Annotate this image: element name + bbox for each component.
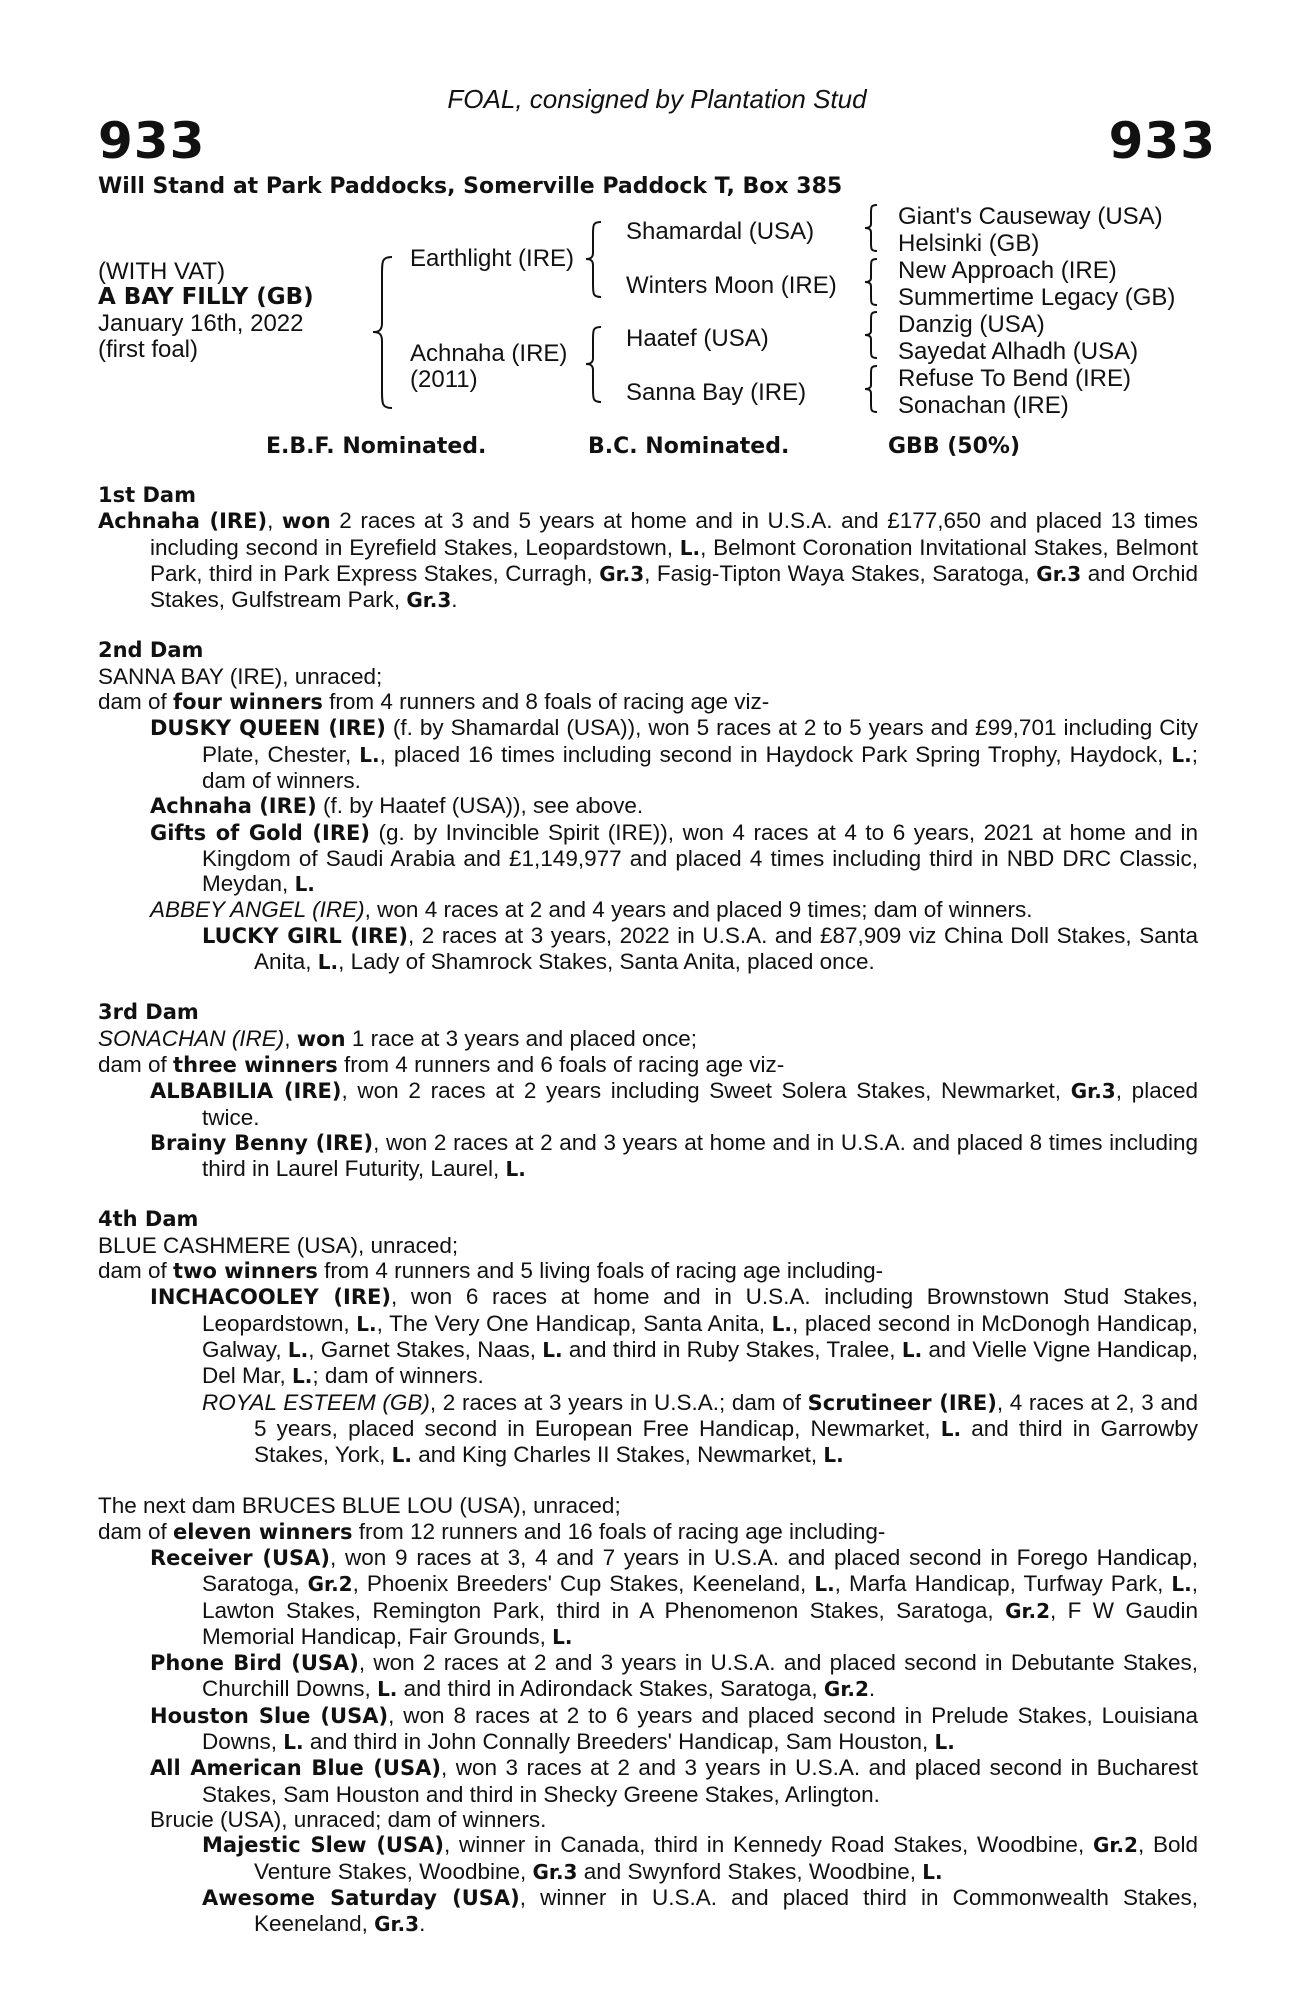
dam-sire: Haatef (USA): [626, 325, 769, 352]
produce-entry: LUCKY GIRL (IRE), 2 races at 3 years, 2022 in U.S.A. and £87,909 viz China Doll Stakes, Santa Anita, L., Lady of Shamrock Stakes, Santa Anita, placed once.: [202, 922, 1198, 975]
consignor-line: FOAL, consigned by Plantation Stud: [447, 84, 867, 114]
pedigree-bracket-dam: [583, 325, 609, 405]
produce-entry: Receiver (USA), won 9 races at 3, 4 and 7 years in U.S.A. and placed second in Forego Handicap, Saratoga, Gr.2, Phoenix Breeders' Cup Stakes, Keeneland, L., Marfa Handicap, Turfway Park, L., Lawton Stakes, Remington Park, third in A Phenomenon Stakes, Saratoga, Gr.2, F W Gaudin Memorial Handicap, Fair Grounds, L.: [150, 1544, 1198, 1649]
foaling-date: January 16th, 2022: [98, 310, 304, 337]
gg-6: Sayedat Alhadh (USA): [898, 338, 1139, 365]
pedigree-bracket-ss: [862, 203, 884, 253]
gg-4: Summertime Legacy (GB): [898, 284, 1176, 311]
ebf-nomination: E.B.F. Nominated.: [266, 434, 487, 459]
section-heading: 1st Dam: [98, 483, 196, 507]
gg-3: New Approach (IRE): [898, 257, 1117, 284]
produce-entry: ALBABILIA (IRE), won 2 races at 2 years including Sweet Solera Stakes, Newmarket, Gr.3, placed twice.: [150, 1078, 1198, 1130]
catalogue-text: [98, 483, 1198, 1937]
section-heading: 3rd Dam: [98, 1000, 199, 1025]
produce-entry: Brainy Benny (IRE), won 2 races at 2 and 3 years at home and in U.S.A. and placed 8 times including third in Laurel Futurity, Laurel, L.: [150, 1129, 1198, 1182]
sire: Earthlight (IRE): [410, 245, 575, 272]
vat-note: (WITH VAT): [98, 258, 226, 285]
gbb-note: GBB (50%): [888, 434, 1021, 459]
second-dam-produce: dam of four winners from 4 runners and 8 foals of racing age viz-: [98, 689, 770, 715]
gg-7: Refuse To Bend (IRE): [898, 365, 1132, 392]
produce-entry: Awesome Saturday (USA), winner in U.S.A. and placed third in Commonwealth Stakes, Keeneland, Gr.3.: [202, 1884, 1198, 1937]
pedigree-bracket-main: [370, 255, 400, 410]
pedigree-bracket-ds: [862, 310, 884, 360]
first-dam-entry: Achnaha (IRE), won 2 races at 3 and 5 years at home and in U.S.A. and £177,650 and placed 13 times including second in Eyrefield Stakes, Leopardstown, L., Belmont Coronation Invitational Stakes, Belmont Park, third in Park Express Stakes, Curragh, Gr.3, Fasig-Tipton Waya Stakes, Saratoga, Gr.3 and Orchid Stakes, Gulfstream Park, Gr.3.: [98, 508, 1198, 613]
dam: Achnaha (IRE): [410, 340, 568, 367]
sire-dam: Winters Moon (IRE): [626, 272, 837, 299]
fourth-dam-produce: dam of two winners from 4 runners and 5 living foals of racing age including-: [98, 1258, 884, 1284]
gg-2: Helsinki (GB): [898, 230, 1040, 257]
second-dam-line: SANNA BAY (IRE), unraced;: [98, 663, 383, 689]
horse-name: A BAY FILLY (GB): [98, 284, 314, 310]
third-dam-produce: dam of three winners from 4 runners and 6 foals of racing age viz-: [98, 1051, 785, 1077]
stabling-location: Will Stand at Park Paddocks, Somerville Paddock T, Box 385: [98, 174, 843, 199]
produce-entry: Brucie (USA), unraced; dam of winners.: [150, 1806, 547, 1832]
produce-entry: Houston Slue (USA), won 8 races at 2 to 6 years and placed second in Prelude Stakes, Louisiana Downs, L. and third in John Connally Breeders' Handicap, Sam Houston, L.: [150, 1702, 1198, 1755]
section-heading: 4th Dam: [98, 1207, 199, 1232]
pedigree-bracket-sire: [583, 220, 609, 300]
gg-5: Danzig (USA): [898, 311, 1045, 338]
gg-1: Giant's Causeway (USA): [898, 203, 1163, 230]
third-dam-line: SONACHAN (IRE), won 1 race at 3 years and placed once;: [98, 1025, 698, 1051]
bc-nomination: B.C. Nominated.: [588, 434, 790, 459]
produce-entry: Phone Bird (USA), won 2 races at 2 and 3 years in U.S.A. and placed second in Debutante Stakes, Churchill Downs, L. and third in Adirondack Stakes, Saratoga, Gr.2.: [150, 1650, 1198, 1702]
produce-entry: ROYAL ESTEEM (GB), 2 races at 3 years in U.S.A.; dam of Scrutineer (IRE), 4 races at 2, 3 and 5 years, placed second in European Free Handicap, Newmarket, L. and third in Garrowby Stakes, York, L. and King Charles II Stakes, Newmarket, L.: [202, 1389, 1198, 1468]
produce-entry: DUSKY QUEEN (IRE) (f. by Shamardal (USA)), won 5 races at 2 to 5 years and £99,701 including City Plate, Chester, L., placed 16 times including second in Haydock Park Spring Trophy, Haydock, L.; dam of winners.: [150, 715, 1198, 793]
fourth-dam-line: BLUE CASHMERE (USA), unraced;: [98, 1232, 459, 1258]
lot-number-right: 933: [1108, 112, 1216, 170]
next-dam-line: The next dam BRUCES BLUE LOU (USA), unraced;: [98, 1493, 621, 1519]
gg-8: Sonachan (IRE): [898, 392, 1069, 419]
foal-note: (first foal): [98, 336, 199, 363]
sire-sire: Shamardal (USA): [626, 218, 815, 245]
produce-entry: Achnaha (IRE) (f. by Haatef (USA)), see above.: [150, 793, 644, 819]
produce-entry: Gifts of Gold (IRE) (g. by Invincible Spirit (IRE)), won 4 races at 4 to 6 years, 2021 at home and in Kingdom of Saudi Arabia and £1,149,977 and placed 4 times including third in NBD DRC Classic, Meydan, L.: [150, 819, 1198, 897]
dam-dam: Sanna Bay (IRE): [626, 379, 807, 406]
produce-entry: Majestic Slew (USA), winner in Canada, third in Kennedy Road Stakes, Woodbine, Gr.2, Bold Venture Stakes, Woodbine, Gr.3 and Swynford Stakes, Woodbine, L.: [202, 1832, 1199, 1884]
dam-year: (2011): [410, 366, 478, 393]
produce-entry: All American Blue (USA), won 3 races at 2 and 3 years in U.S.A. and placed second in Bucharest Stakes, Sam Houston and third in Shecky Greene Stakes, Arlington.: [150, 1755, 1198, 1807]
section-heading: 2nd Dam: [98, 638, 204, 663]
pedigree-bracket-dd: [862, 364, 884, 414]
produce-entry: ABBEY ANGEL (IRE), won 4 races at 2 and 4 years and placed 9 times; dam of winners.: [150, 897, 1033, 923]
produce-entry: INCHACOOLEY (IRE), won 6 races at home and in U.S.A. including Brownstown Stud Stakes, Leopardstown, L., The Very One Handicap, Santa Anita, L., placed second in McDonogh Handicap, Galway, L., Garnet Stakes, Naas, L. and third in Ruby Stakes, Tralee, L. and Vielle Vigne Handicap, Del Mar, L.; dam of winners.: [150, 1284, 1198, 1389]
pedigree-bracket-sd: [862, 257, 884, 307]
next-dam-produce: dam of eleven winners from 12 runners and 16 foals of racing age including-: [98, 1518, 886, 1544]
lot-number-left: 933: [98, 112, 206, 170]
